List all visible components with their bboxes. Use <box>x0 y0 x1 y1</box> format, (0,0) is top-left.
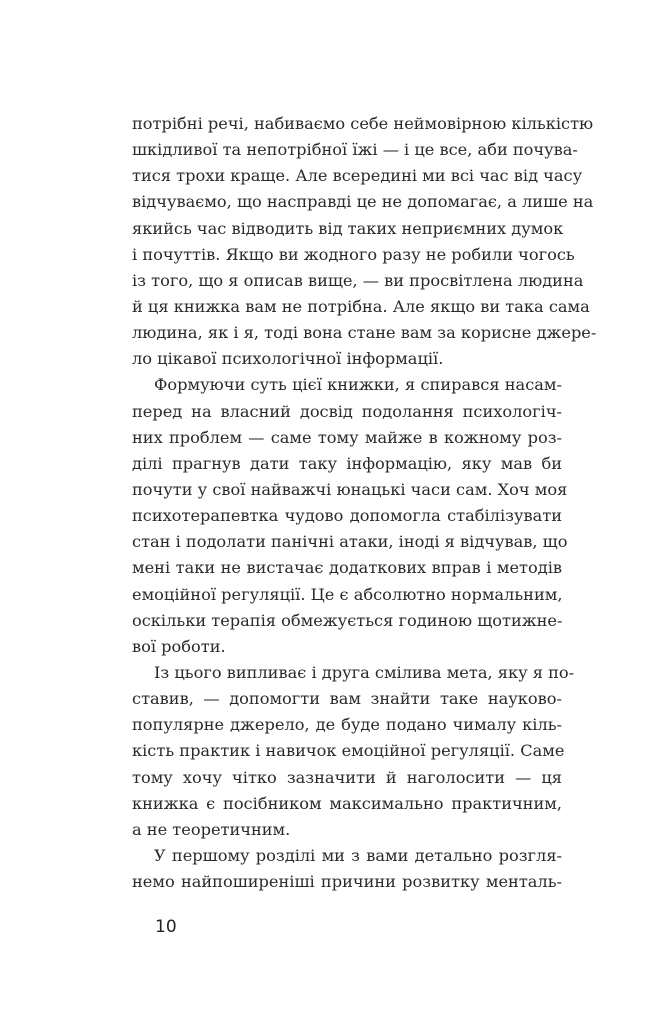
text-line: почути у свої найважчі юнацькі часи сам. Хоч моя <box>132 479 568 499</box>
text-line: тися трохи краще. Але всередині ми всі час від часу <box>132 166 583 186</box>
paragraph-3 <box>132 660 575 843</box>
text-line: стан і подолати панічні атаки, іноді я відчував, що <box>132 532 568 552</box>
text-line: книжка є посібником максимально практичним, <box>132 793 562 813</box>
text-line: потрібні речі, набиваємо себе неймовірною кількістю <box>132 114 594 133</box>
text-line: У першому розділі ми з вами детально розгля- <box>154 845 562 865</box>
text-line: немо найпоширеніші причини розвитку менталь- <box>132 872 562 892</box>
text-line: і почуттів. Якщо ви жодного разу не робили чогось <box>132 244 575 264</box>
page-number: 10 <box>155 917 177 937</box>
text-line: них проблем — саме тому майже в кожному роз- <box>132 427 562 447</box>
paragraph-4 <box>132 843 562 895</box>
text-line: вої роботи. <box>132 636 226 656</box>
text-line: Із цього випливає і друга смілива мета, яку я по- <box>154 662 575 682</box>
text-line: емоційної регуляції. Це є абсолютно нормальним, <box>132 584 563 604</box>
text-line: оскільки терапія обмежується годиною щотижне- <box>132 610 563 630</box>
paragraph-1 <box>132 111 597 372</box>
text-line: мені таки не вистачає додаткових вправ і методів <box>132 558 562 578</box>
text-line: й ця книжка вам не потрібна. Але якщо ви така сама <box>132 296 590 316</box>
text-line: людина, як і я, тоді вона стане вам за корисне джере- <box>132 323 597 343</box>
text-line: тому хочу чітко зазначити й наголосити — ця <box>132 767 562 787</box>
text-line: відчуваємо, що насправді це не допомагає, а лише на <box>132 192 594 212</box>
text-line: якийсь час відводить від таких неприємних думок <box>132 218 564 238</box>
text-line: ділі прагнув дати таку інформацію, яку мав би <box>132 453 562 473</box>
text-line: Формуючи суть цієї книжки, я спирався насам- <box>154 375 562 395</box>
text-line: психотерапевтка чудово допомогла стабілізувати <box>132 506 562 526</box>
text-line: шкідливої та непотрібної їжі — і це все, аби почува- <box>132 140 578 160</box>
text-line: ло цікавої психологічної інформації. <box>132 349 444 369</box>
text-line: а не теоретичним. <box>132 819 291 839</box>
text-line: кість практик і навичок емоційної регуляції. Саме <box>132 741 565 761</box>
text-line: із того, що я описав вище, — ви просвітлена людина <box>132 270 584 290</box>
text-line: популярне джерело, де буде подано чималу кіль- <box>132 715 562 735</box>
text-line: ставив, — допомогти вам знайти таке науково- <box>132 689 562 709</box>
paragraph-2 <box>132 372 568 660</box>
body-text <box>132 111 597 895</box>
text-line: перед на власний досвід подолання психологіч- <box>132 401 562 421</box>
